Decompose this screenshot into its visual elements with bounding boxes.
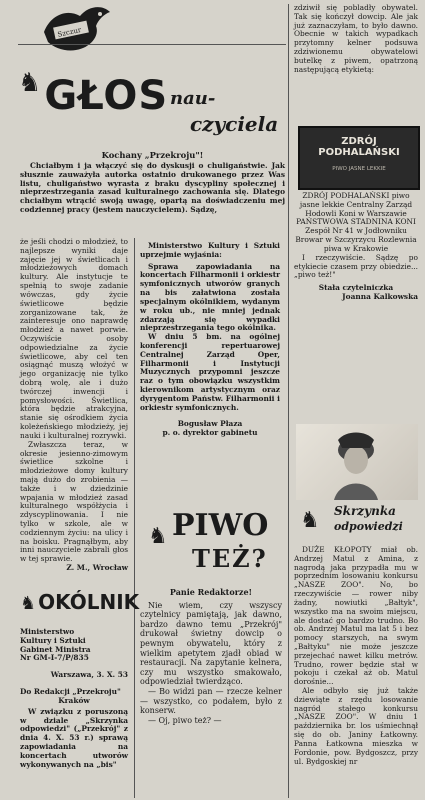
- right-top-body: zdziwił się pobladły obywatel. Tak się kończył dowcip. Ale jak już zaznaczyłam, to było dawno. Obecnie w takich wypadkach przytomny kelner podsuwa zdziwionemu obywatelowi butelkę z piwem, opatrzoną następującą etykietą:: [294, 3, 418, 74]
- okolnik-title: ♞ OKÓLNIK: [20, 590, 140, 614]
- letter1-body2: Zwłaszcza teraz, w okresie jesienno-zimowym świetlice szkolne i młodzieżowe domy kultury mają dużo do zrobienia — także i w dziedzinie wpajania w młodzież zasad kulturalnego współżycia i zdyscyplinowania. I nie tylko w szkole, ale w codziennym życiu: na ulicy i na boisku. Pragnąłbym, aby inni nauczyciele zabrali głos w tej sprawie.: [20, 439, 128, 564]
- section-subtitle-1: nau-: [170, 88, 216, 109]
- piwo-dialog-1: — Bo widzi pan — rzecze kelner — wszystko, co podałem, było z konserw.: [140, 686, 282, 716]
- right-label-column: [294, 192, 418, 302]
- letter1-salutation: Kochany „Przekroju"!: [101, 150, 204, 160]
- okolnik-date: Warszawa, 3. X. 53: [50, 670, 128, 680]
- ministry-column: [140, 242, 280, 438]
- ministry-body-1: Sprawa zapowiadania na koncertach Filharmonii i orkiestr symfonicznych utworów granych na bis załatwiona została specjalnym okólnikiem, wydanym w roku ub., nie mniej jednak zdarzają się wypadki nieprzestrzegania tego okólnika.: [140, 261, 280, 333]
- ministry-signature-2: p. o. dyrektor gabinetu: [162, 428, 258, 438]
- okolnik-body: W związku z poruszoną w dziale „Skrzynka odpowiedzi" („Przekrój" z dnia 4. X. 53 r.) sprawą zapowiadania na koncertach utworów wykonywanych na „bis": [20, 706, 128, 769]
- piwo-title: PIWO: [172, 508, 269, 543]
- letter1-body-column: [20, 238, 128, 573]
- right-sign-2: Joanna Kalkowska: [342, 291, 418, 301]
- right-top-column: [294, 4, 418, 75]
- skrzynka-column: [294, 546, 418, 766]
- knight-icon: ♞: [148, 524, 168, 549]
- okolnik-to-2: Kraków: [58, 695, 90, 705]
- skrzynka-body: DUŻE KŁOPOTY miał ob. Andrzej Matul z Amina, z nagrodą jaka przypadła mu w poprzednim losowaniu konkursu „NASZE ZOO". No, bo rzeczywiście — rower niby żadny, nowiutki „Bałtyk", wszystko ma na swoim miejscu, ale dostać go bardzo trudno. Bo ob. Andrzej Matul ma lat 5 i bez pomocy starszych, na swym „Bałtyku" nie może jeszcze przejechać nawet kilku metrów. Trudno, rower będzie stał w pokoju i czekał aż ob. Matul dorośnie...: [294, 545, 418, 687]
- okolnik-to-1: Do Redakcji „Przekroju": [20, 687, 121, 697]
- beer-label-sub: PIWO JASNE LEKKIE: [332, 166, 386, 172]
- letter1-lead-block: [20, 150, 285, 215]
- letter1-lead: Chciałbym i ja włączyć się do dyskusji o chuligaństwie. Jak słusznie zauważyła autorka ostatnio drukowanego przez Was listu, chuligaństwo wyrasta z braku dyscypliny społecznej i nieprzestrzegania zasad kulturalnego zachowania się. Dlatego chciałbym wtrącić swoją uwagę, opartą na doświadczeniu mej codziennej pracy (jestem nauczycielem). Sądzę,: [20, 161, 285, 215]
- knight-icon: ♞: [300, 508, 320, 533]
- letter1-signature: Z. M., Wrocław: [66, 563, 128, 573]
- right-closing: I rzeczywiście. Sądzę po etykiecie czasem przy obiedzie... „piwo też!": [294, 252, 418, 280]
- knight-icon: ♞: [20, 593, 37, 614]
- beer-label-image: [298, 126, 420, 190]
- ministry-body-2: W dniu 5 bm. na ogólnej konferencji repertuarowej Centralnej Zarząd Oper, Filharmonii i Instytucji Muzycznych przypomni jeszcze raz o tym obowiązku wszystkim kierownikom artystycznym oraz dyrygentom Państw. Filharmonii i orkiestr symfonicznych.: [140, 332, 280, 412]
- skrzynka-title-1: Skrzynka: [334, 504, 396, 518]
- ministry-signature-1: Bogusław Płaza: [177, 419, 243, 429]
- piwo-title-2: TEŻ?: [192, 544, 268, 573]
- beer-label-text: ZDRÓJ PODHALAŃSKI: [318, 136, 400, 158]
- okolnik-org-4: Nr GM-I-7/P/835: [20, 653, 89, 663]
- okolnik-org-3: Gabinet Ministra: [20, 644, 91, 654]
- letter1-body: że jeśli chodzi o młodzież, to najlepsze wyniki daje zajęcie jej w świetlicach i młodzieżowych domach kultury. Ale instytucje te spełnią to swoje zadanie wówczas, gdy życie świetlicowe będzie zorganizowane tak, że zainteresuje ono naprawdę młodzież a nawet porwie. Oczywiście osoby odpowiedzialne za życie świetlicowe, aby cel ten osiągnąć muszą włożyć w jego organizację nie tylko dobrą wolę, ale i dużo twórczej inwencji i pomysłowości. Świetlica, która będzie atrakcyjna, stanie się ośrodkiem życia koleżeńskiego młodzieży, jej nauki i kulturalnej rozrywki.: [20, 237, 128, 440]
- piwo-dialog-2: — Oj, piwo też? —: [148, 715, 222, 725]
- svg-text:Szczur: Szczur: [56, 25, 82, 39]
- okolnik-org-2: Kultury i Sztuki: [20, 635, 86, 645]
- skrzynka-body2: Ale odbyło się już także dziewiąte z rzędu losowanie nagród stałego konkursu „NASZE ZOO". W dniu 1 października br. los uśmiechnął się do ob. Janiny Łatkowny. Panna Łatkowna mieszka w Fordonie, pow. Bydgoszcz, przy ul. Bydgoskiej nr: [294, 686, 418, 766]
- piwo-column: [140, 588, 282, 725]
- divider-col1-col2: [134, 238, 135, 798]
- knight-icon: ♞: [18, 68, 43, 98]
- skrzynka-title-2: odpowiedzi: [334, 520, 403, 533]
- woman-portrait-image: [296, 424, 418, 500]
- section-subtitle-2: czyciela: [190, 112, 279, 136]
- ministry-intro: Ministerstwo Kultury i Sztuki uprzejmie wyjaśnia:: [140, 241, 280, 259]
- piwo-body: Nie wiem, czy wszyscy czytelnicy pamiętają, jak dawno, bardzo dawno temu „Przekrój" drukował świetny dowcip o pewnym obywatelu, który z wielkim apetytem zjadł obiad w restauracji. Na zapytanie kelnera, czy mu wszystko smakowało, odpowiedział twierdząco.: [140, 600, 282, 687]
- section-title: ♞GŁOS: [18, 68, 169, 119]
- divider-col2-col3: [288, 4, 289, 798]
- piwo-salutation: Panie Redaktorze!: [169, 587, 253, 597]
- okolnik-org-1: Ministerstwo: [20, 627, 75, 636]
- right-sign-1: Stała czytelniczka: [318, 283, 394, 293]
- okolnik-column: [20, 628, 128, 769]
- label-description: ZDRÓJ PODHALAŃSKI piwo jasne lekkie Centralny Zarząd Hodowli Koni w Warszawie PAŃSTWOWA STADNINA KONI Zespół Nr 41 w Jodłowniku Browar w Szczyrzycu Rozlewnia piwa w Krakowie: [295, 191, 417, 253]
- top-divider: [18, 44, 286, 45]
- pigeon-logo-icon: [40, 2, 115, 60]
